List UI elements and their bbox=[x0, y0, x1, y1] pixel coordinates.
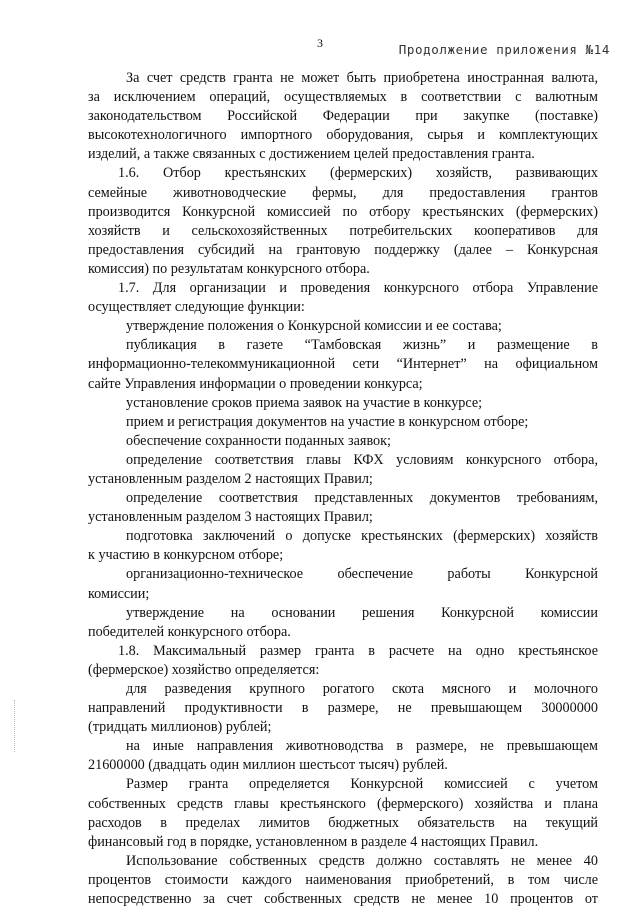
text-line: расходов в пределах лимитов бюджетных обязательств на текущий bbox=[88, 814, 598, 831]
text-line: Использование собственных средств должно составлять не менее 40 bbox=[126, 852, 598, 869]
text-line: 1.8. Максимальный размер гранта в расчете на одно крестьянское bbox=[118, 642, 598, 659]
text-line: организационно-техническое обеспечение работы Конкурсной bbox=[126, 566, 598, 583]
text-line: определение соответствия представленных документов требованиям, bbox=[126, 490, 598, 507]
text-line: комиссии; bbox=[88, 585, 150, 602]
text-line: информационно-телекоммуникационной сети “Интернет” на официальном bbox=[88, 356, 598, 373]
text-line: направлений продуктивности в размере, не превышающем 30000000 bbox=[88, 700, 598, 717]
text-line: семейные животноводческие фермы, для предоставления грантов bbox=[88, 184, 598, 201]
text-line: утверждение положения о Конкурсной комиссии и ее состава; bbox=[126, 318, 502, 335]
text-line: прием и регистрация документов на участие в конкурсном отборе; bbox=[126, 413, 529, 430]
text-line: хозяйств и сельскохозяйственных потребительских кооперативов для bbox=[88, 222, 598, 239]
text-line: процентов стоимости каждого наименования приобретений, в том числе bbox=[88, 871, 598, 888]
text-line: изделий, а также связанных с достижением целей предоставления гранта. bbox=[88, 146, 535, 163]
text-line: сайте Управления информации о проведении конкурса; bbox=[88, 375, 423, 392]
text-line: За счет средств гранта не может быть приобретена иностранная валюта, bbox=[126, 70, 598, 86]
document-body bbox=[88, 69, 598, 909]
text-line: производится Конкурсной комиссией по отбору крестьянских (фермерских) bbox=[88, 203, 598, 220]
text-line: для разведения крупного рогатого скота мясного и молочного bbox=[126, 681, 598, 697]
text-line: 21600000 (двадцать один миллион шестьсот тысяч) рублей. bbox=[88, 757, 448, 774]
text-line: финансовый год в порядке, установленном в разделе 4 настоящих Правил. bbox=[88, 833, 539, 850]
text-line: предоставления субсидий на грантовую поддержку (далее – Конкурсная bbox=[88, 241, 598, 258]
text-line: на иные направления животноводства в размере, не превышающем bbox=[126, 738, 598, 755]
text-line: победителей конкурсного отбора. bbox=[88, 623, 291, 640]
text-line: к участию в конкурсном отборе; bbox=[88, 547, 284, 564]
text-line: (фермерское) хозяйство определяется: bbox=[88, 661, 320, 678]
text-line: утверждение на основании решения Конкурсной комиссии bbox=[126, 604, 598, 621]
text-line: комиссия) по результатам конкурсного отбора. bbox=[88, 260, 370, 277]
text-line: 1.6. Отбор крестьянских (фермерских) хозяйств, развивающих bbox=[118, 165, 598, 182]
text-line: установление сроков приема заявок на участие в конкурсе; bbox=[126, 394, 483, 411]
text-line: Размер гранта определяется Конкурсной комиссией с учетом bbox=[126, 776, 598, 793]
text-line: 1.7. Для организации и проведения конкурсного отбора Управление bbox=[118, 280, 598, 297]
text-line: собственных средств главы крестьянского (фермерского) хозяйства и плана bbox=[88, 795, 598, 812]
text-line: законодательством Российской Федерации при закупке (поставке) bbox=[88, 108, 598, 125]
text-line: за исключением операций, осуществляемых в соответствии с валютным bbox=[88, 89, 598, 106]
text-line: обеспечение сохранности поданных заявок; bbox=[126, 432, 391, 449]
text-line: подготовка заключений о допуске крестьянских (фермерских) хозяйств bbox=[126, 528, 598, 545]
text-line: публикация в газете “Тамбовская жизнь” и размещение в bbox=[126, 337, 598, 354]
text-line: непосредственно за счет собственных средств не менее 10 процентов от bbox=[88, 891, 598, 908]
appendix-continuation-label: Продолжение приложения №14 bbox=[398, 42, 610, 57]
text-line: осуществляет следующие функции: bbox=[88, 299, 305, 316]
text-line: установленным разделом 2 настоящих Правил; bbox=[88, 470, 373, 487]
text-line: установленным разделом 3 настоящих Правил; bbox=[88, 509, 373, 526]
page-number: 3 bbox=[317, 36, 323, 50]
margin-mark bbox=[14, 700, 16, 752]
text-line: определение соответствия главы КФХ условиям конкурсного отбора, bbox=[126, 451, 598, 468]
text-line: высокотехнологичного импортного оборудования, сырья и комплектующих bbox=[88, 127, 598, 144]
text-line: (тридцать миллионов) рублей; bbox=[88, 719, 272, 736]
